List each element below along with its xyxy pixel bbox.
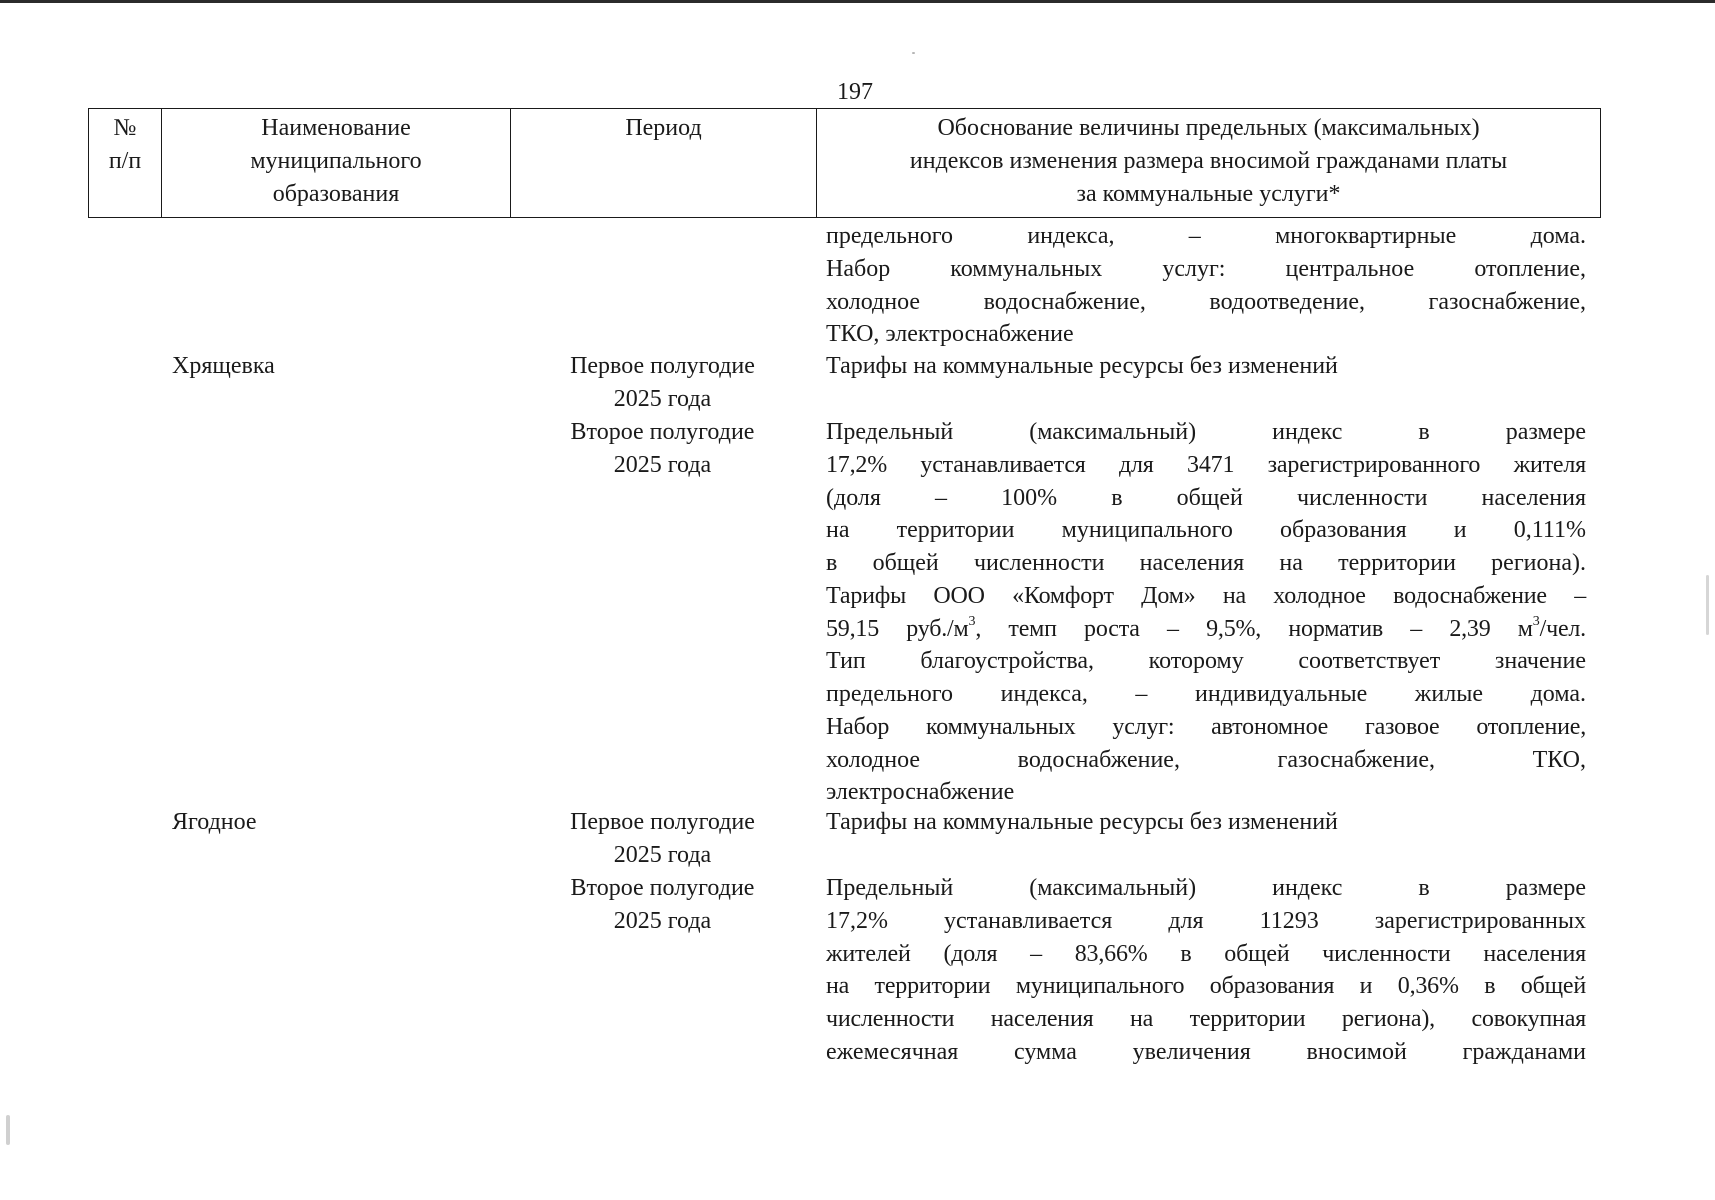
text-line: (доля – 100% в общей численности населения <box>826 484 1586 511</box>
table-header <box>88 108 1601 218</box>
header-col-municipality-line: Наименование <box>261 115 411 141</box>
text-line: в общей численности населения на территории региона). <box>826 550 1586 576</box>
text-line: ежемесячная сумма увеличения вносимой гражданами <box>826 1038 1586 1065</box>
text-line: численности населения на территории региона), совокупная <box>826 1006 1586 1032</box>
text-line: на территории муниципального образования и 0,111% <box>826 517 1586 544</box>
text-line: 59,15 $руб./м^3$, темп роста – 9,5%, норматив – 2,39 $м^3$/чел. <box>826 613 1586 642</box>
header-col-basis <box>816 109 1600 217</box>
period-line: Второе полугодие <box>570 875 755 901</box>
period-label <box>535 872 790 938</box>
basis-paragraph <box>826 806 1586 839</box>
continuation-paragraph <box>826 220 1586 351</box>
header-col-basis-line: за коммунальные услуги* <box>1076 181 1341 207</box>
basis-paragraph <box>826 872 1586 1069</box>
header-col-number-line: № <box>113 115 137 141</box>
superscript-three: 3 <box>1532 613 1540 629</box>
text-line: предельного индекса, – многоквартирные дома. <box>826 223 1586 249</box>
text-line: предельного индекса, – индивидуальные жилые дома. <box>826 681 1586 707</box>
basis-paragraph <box>826 350 1586 383</box>
header-col-period <box>510 109 816 217</box>
municipality-name: Ягодное <box>172 809 257 835</box>
period-line: 2025 года <box>613 386 712 412</box>
basis-paragraph <box>826 416 1586 809</box>
text-line: 17,2% устанавливается для 11293 зарегистрированных <box>826 907 1586 934</box>
page-top-edge <box>0 0 1715 3</box>
text-line: Тарифы на коммунальные ресурсы без изменений <box>826 353 1338 379</box>
period-line: 2025 года <box>613 452 712 478</box>
period-line: Первое полугодие <box>570 353 755 379</box>
period-label <box>535 806 790 872</box>
page-number: 197 <box>837 79 873 105</box>
scan-speck <box>6 1115 10 1145</box>
text-line: Предельный (максимальный) индекс в размере <box>826 875 1586 901</box>
text-line: Предельный (максимальный) индекс в размере <box>826 419 1586 445</box>
text-line: жителей (доля – 83,66% в общей численности населения <box>826 940 1586 967</box>
period-line: 2025 года <box>613 908 712 934</box>
period-line: Первое полугодие <box>570 809 755 835</box>
text-line: Тарифы ООО «Комфорт Дом» на холодное водоснабжение – <box>826 582 1586 609</box>
text-line: Тип благоустройства, которому соответствует значение <box>826 648 1586 675</box>
text-line: на территории муниципального образования и 0,36% в общей <box>826 973 1586 1000</box>
text-line: 17,2% устанавливается для 3471 зарегистрированного жителя <box>826 451 1586 478</box>
text-line: ТКО, электроснабжение <box>826 321 1074 348</box>
header-col-municipality-line: образования <box>272 181 400 207</box>
header-col-municipality <box>161 109 510 217</box>
scan-speck <box>1706 575 1709 635</box>
header-col-period-label: Период <box>625 115 702 141</box>
text-line: холодное водоснабжение, водоотведение, газоснабжение, <box>826 288 1586 315</box>
scan-speck <box>912 52 915 54</box>
period-line: 2025 года <box>613 842 712 868</box>
header-col-number-line: п/п <box>108 148 142 174</box>
text-line: Тарифы на коммунальные ресурсы без изменений <box>826 809 1338 835</box>
header-col-basis-line: индексов изменения размера вносимой гражданами платы <box>909 148 1508 174</box>
text-line: Набор коммунальных услуг: автономное газовое отопление, <box>826 713 1586 740</box>
period-line: Второе полугодие <box>570 419 755 445</box>
text-line: холодное водоснабжение, газоснабжение, ТКО, <box>826 746 1586 773</box>
period-label <box>535 416 790 482</box>
period-label <box>535 350 790 416</box>
header-col-number <box>89 109 161 217</box>
municipality-name: Хрящевка <box>172 353 275 379</box>
superscript-three: 3 <box>968 613 976 629</box>
text-line: Набор коммунальных услуг: центральное отопление, <box>826 255 1586 282</box>
header-col-basis-line: Обоснование величины предельных (максимальных) <box>937 115 1480 141</box>
text-line: электроснабжение <box>826 779 1015 806</box>
header-col-municipality-line: муниципального <box>250 148 422 174</box>
